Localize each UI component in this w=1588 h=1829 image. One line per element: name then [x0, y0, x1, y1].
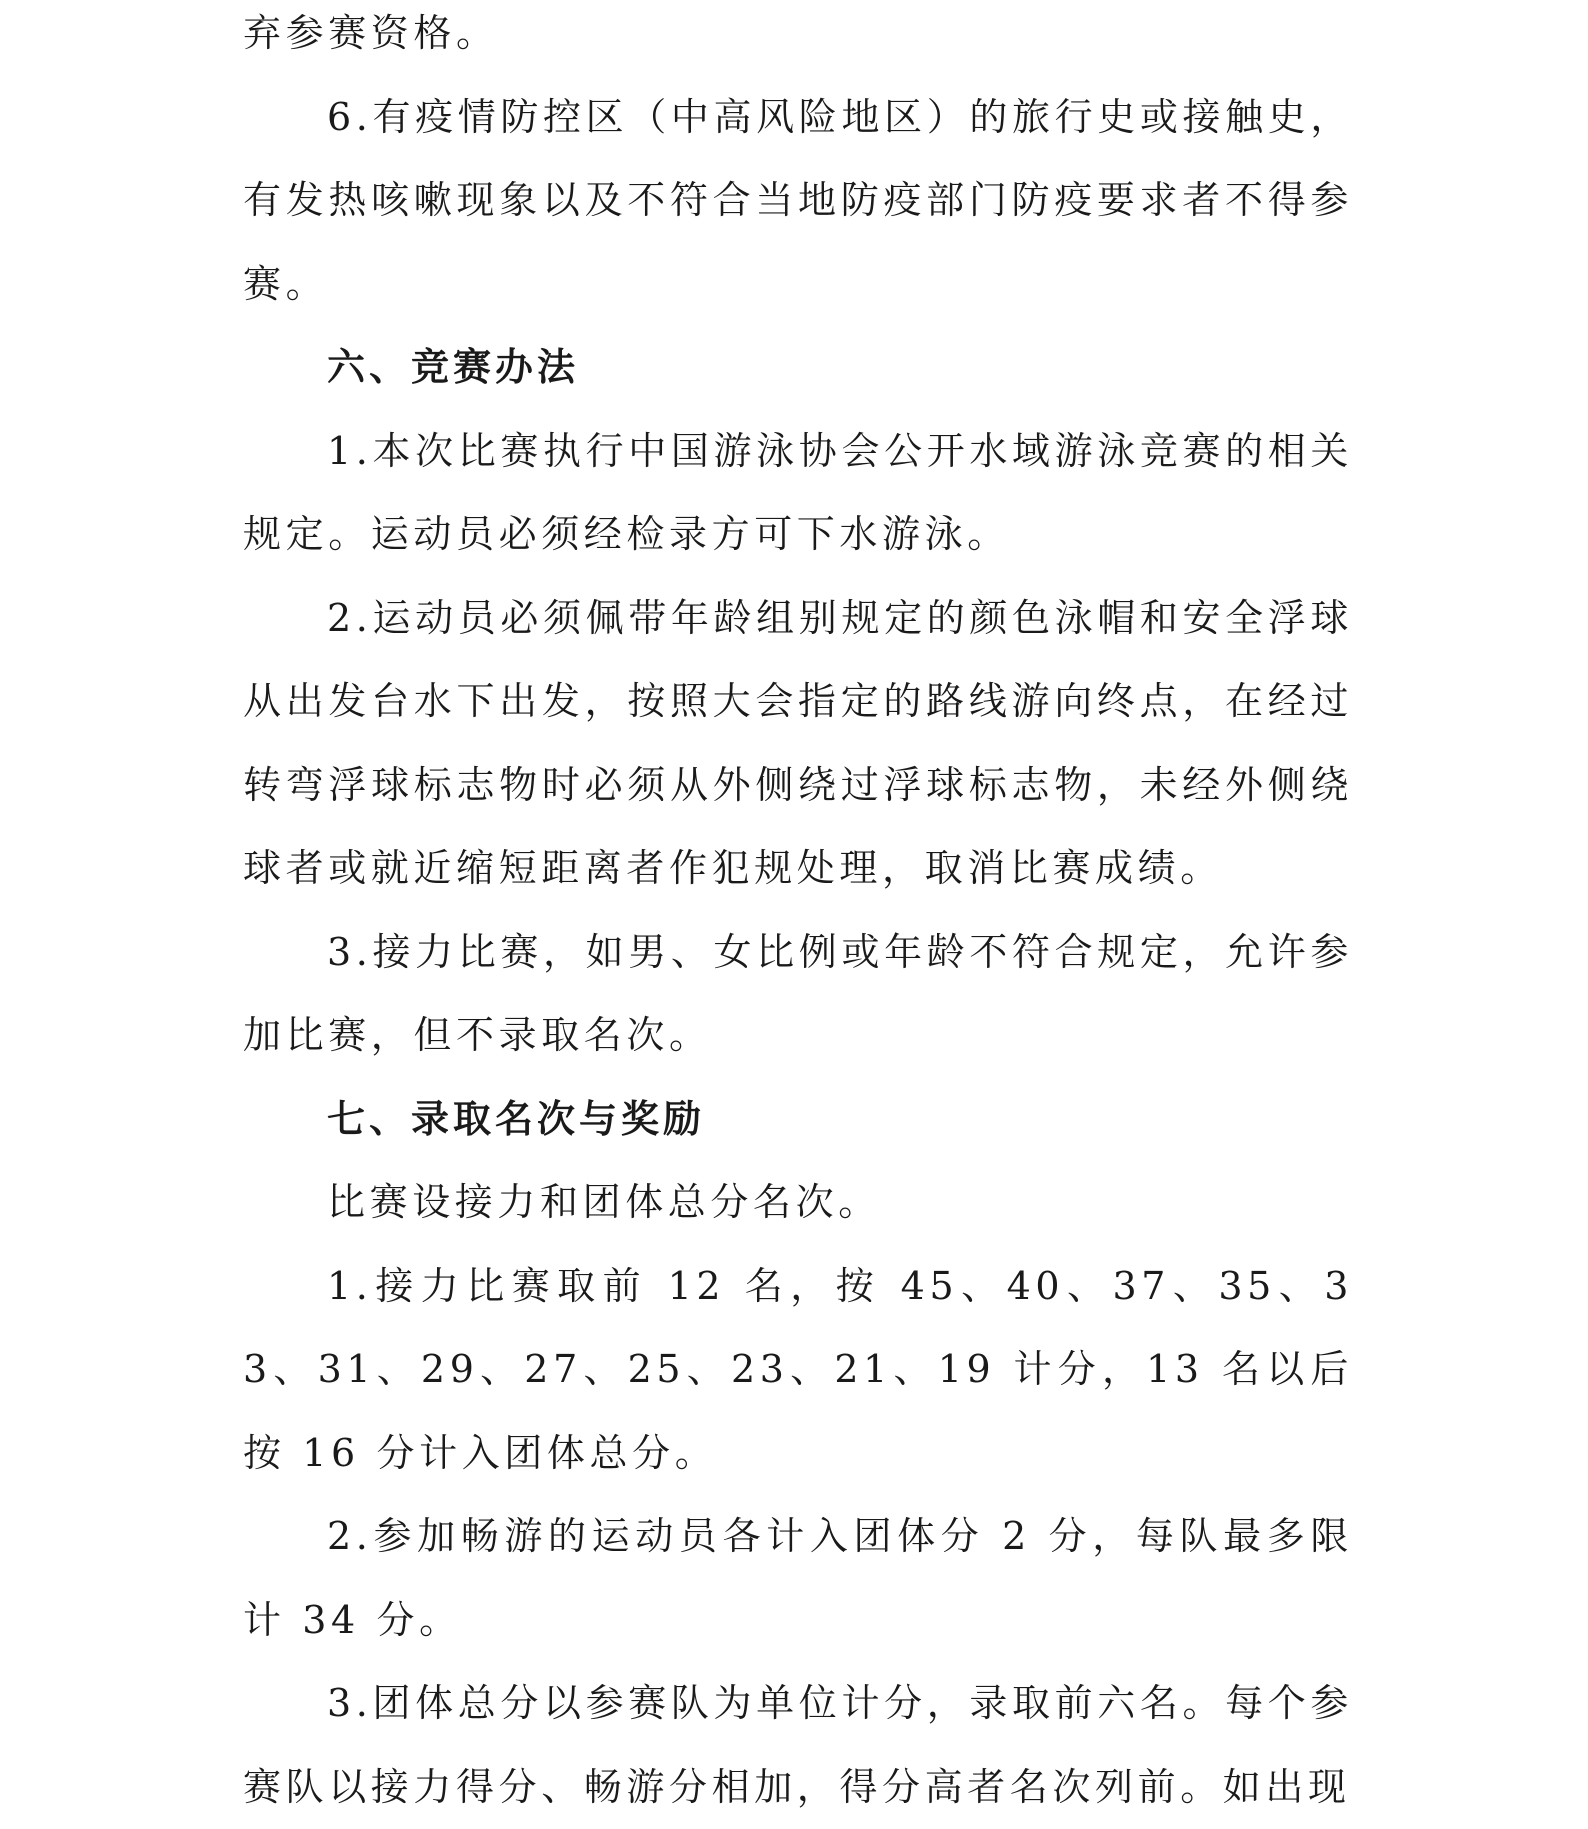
paragraph-rule-6-3: 3.接力比赛，如男、女比例或年龄不符合规定，允许参加比赛，但不录取名次。: [243, 929, 1353, 1057]
paragraph-rule-6-1: 1.本次比赛执行中国游泳协会公开水域游泳竞赛的相关规定。运动员必须经检录方可下水游泳。: [243, 428, 1353, 556]
paragraph-rule-5-6: 6.有疫情防控区（中高风险地区）的旅行史或接触史，有发热咳嗽现象以及不符合当地防疫部门防疫要求者不得参赛。: [243, 94, 1353, 306]
section-heading-competition-method: 六、竞赛办法: [327, 345, 580, 389]
paragraph-rule-7-1: 1.接力比赛取前 12 名，按 45、40、37、35、33、31、29、27、25、23、21、19 计分，13 名以后按 16 分计入团体总分。: [243, 1263, 1353, 1475]
document-page: [243, 0, 1353, 1829]
paragraph-rule-6-2: 2.运动员必须佩带年龄组别规定的颜色泳帽和安全浮球从出发台水下出发，按照大会指定的路线游向终点，在经过转弯浮球标志物时必须从外侧绕过浮球标志物，未经外侧绕球者或就近缩短距离者作犯规处理，取消比赛成绩。: [243, 595, 1353, 890]
section-heading-ranking-awards: 七、录取名次与奖励: [327, 1096, 706, 1141]
paragraph-eligibility-end: 弃参赛资格。: [243, 11, 499, 55]
paragraph-rule-7-2: 2.参加畅游的运动员各计入团体分 2 分，每队最多限计 34 分。: [243, 1514, 1353, 1642]
paragraph-ranking-intro: 比赛设接力和团体总分名次。: [327, 1180, 881, 1224]
paragraph-rule-7-3: 3.团体总分以参赛队为单位计分，录取前六名。每个参赛队以接力得分、畅游分相加，得分高者名次列前。如出现: [243, 1681, 1353, 1809]
